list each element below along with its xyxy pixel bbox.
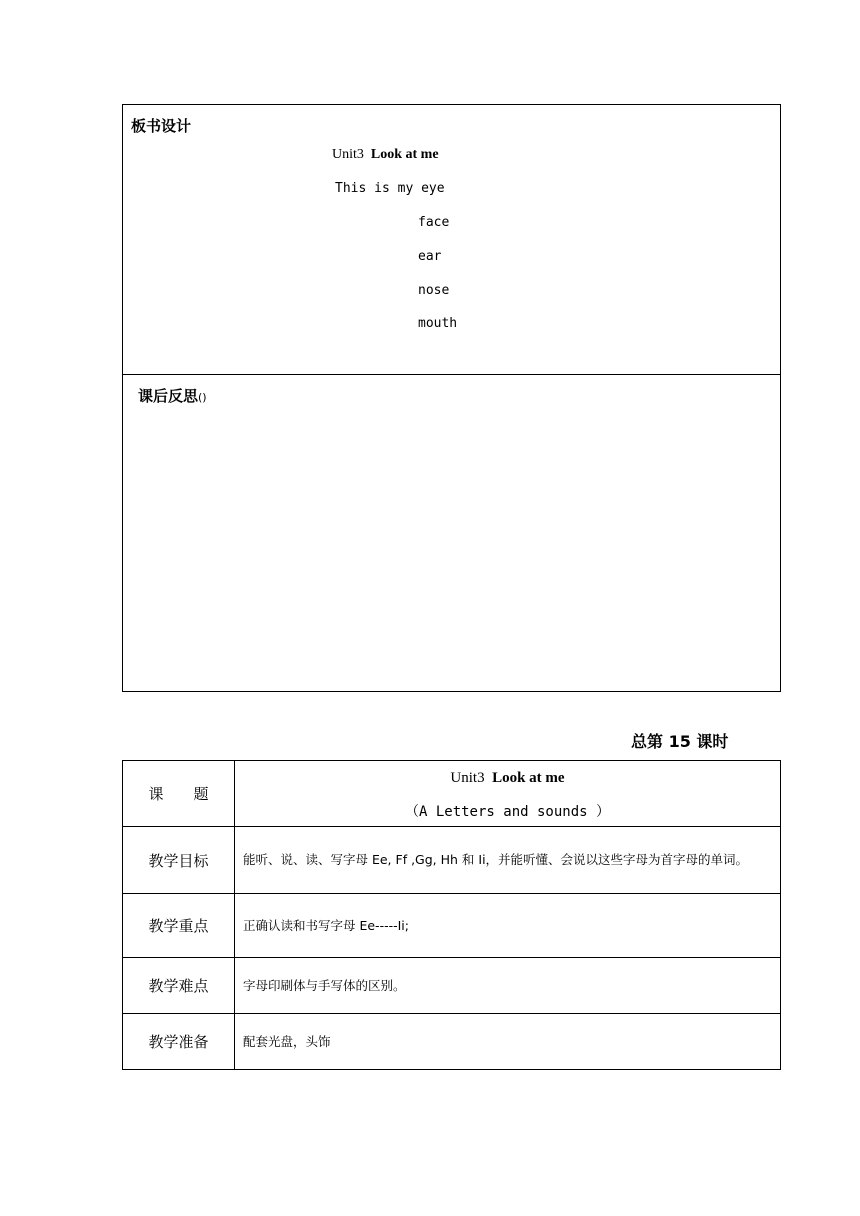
lesson-number: 总第 15 课时 (631, 732, 729, 751)
topic-row (123, 761, 780, 827)
preparation-value-cell (235, 1014, 780, 1069)
reflection-heading (138, 385, 207, 406)
board-unit-prefix: Unit3 (332, 147, 364, 162)
reflection-paren: () (198, 391, 207, 404)
difficulties-value: 字母印刷体与手写体的区别。 (243, 977, 406, 993)
board-line-4: nose (418, 283, 450, 298)
board-unit-title (332, 147, 439, 163)
topic-unit-title: Look at me (492, 770, 565, 786)
objectives-row (123, 827, 780, 894)
objectives-label: 教学目标 (123, 827, 235, 893)
preparation-label: 教学准备 (123, 1014, 235, 1069)
board-line-2: face (418, 215, 450, 230)
board-unit-name: Look at me (370, 147, 439, 162)
board-line-3: ear (418, 249, 442, 264)
topic-line-2: （A Letters and sounds ） (404, 804, 610, 820)
lesson-plan-table (122, 760, 781, 1070)
objectives-value-cell (235, 827, 780, 893)
topic-line-1 (235, 770, 780, 787)
difficulties-row (123, 958, 780, 1014)
board-design-heading: 板书设计 (131, 117, 192, 135)
preparation-row (123, 1014, 780, 1069)
key-points-value-cell (235, 894, 780, 957)
preparation-value: 配套光盘，头饰 (243, 1033, 331, 1049)
reflection-heading-text: 课后反思 (138, 387, 199, 405)
topic-label: 课 题 (123, 761, 235, 826)
topic-value (235, 761, 780, 826)
key-points-label: 教学重点 (123, 894, 235, 957)
key-points-row (123, 894, 780, 958)
board-line-1: This is my eye (335, 181, 445, 196)
difficulties-value-cell (235, 958, 780, 1013)
key-points-value: 正确认读和书写字母 Ee-----Ii; (243, 917, 409, 933)
difficulties-label: 教学难点 (123, 958, 235, 1013)
reflection-cell (123, 375, 780, 691)
board-line-5: mouth (418, 316, 458, 331)
objectives-value: 能听、说、读、写字母 Ee, Ff ,Gg, Hh 和 Ii，并能听懂、会说以这些字母为首字母的单词。 (243, 852, 749, 867)
board-table (122, 104, 781, 692)
topic-unit-prefix: Unit3 (450, 770, 485, 786)
board-design-cell (123, 105, 780, 375)
